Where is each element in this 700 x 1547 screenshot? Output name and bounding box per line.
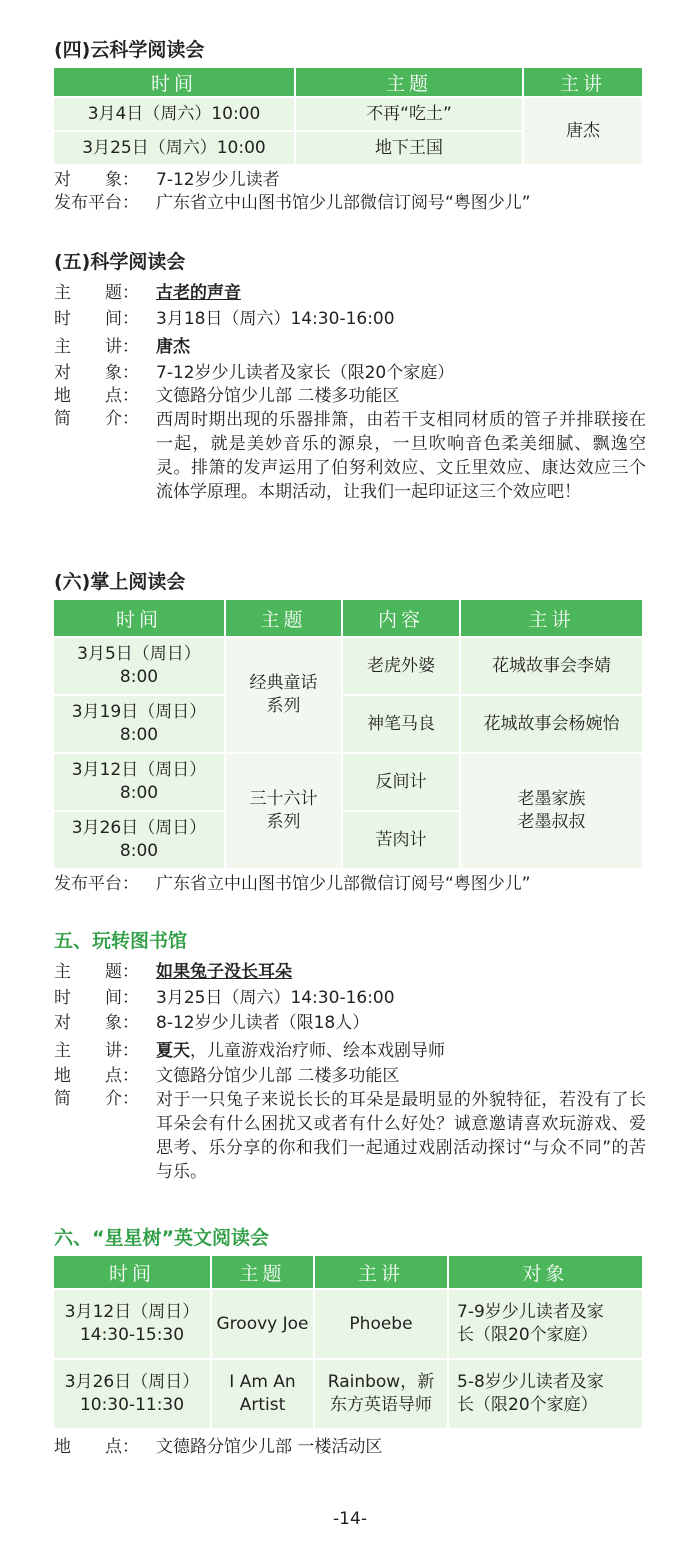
section-title: (六)掌上阅读会 <box>54 571 186 593</box>
cell-time: 3月26日（周日） 10:30-11:30 <box>54 1360 210 1428</box>
info-place: 地 点： 文德路分馆少儿部 二楼多功能区 <box>54 1066 400 1086</box>
cell-speaker: 花城故事会李婧 <box>461 638 642 694</box>
info-intro: 简 介： 对于一只兔子来说长长的耳朵是最明显的外貌特征，若没有了长耳朵会有什么困扰又或者有什么好处？诚意邀请喜欢玩游戏、爱思考、乐分享的你和我们一起通过戏剧活动探讨“与众不同”的苦与乐。 <box>54 1089 646 1182</box>
cell-time: 3月12日（周日） 14:30-15:30 <box>54 1290 210 1358</box>
header-topic: 主题 <box>296 68 522 96</box>
cell-content: 反间计 <box>343 754 459 810</box>
cell-speaker: 花城故事会杨婉怡 <box>461 696 642 752</box>
info-audience: 对 象： 8-12岁少儿读者（限18人） <box>54 1013 370 1033</box>
section-title: 五、玩转图书馆 <box>54 930 188 952</box>
info-platform: 发布平台： 广东省立中山图书馆少儿部微信订阅号“粤图少儿” <box>54 874 531 894</box>
cell-topic: Groovy Joe <box>212 1290 313 1358</box>
cell-topic: 经典童话 系列 <box>226 638 341 752</box>
cell-content: 老虎外婆 <box>343 638 459 694</box>
header-topic: 主题 <box>226 600 341 636</box>
info-speaker: 主 讲： 夏天，儿童游戏治疗师、绘本戏剧导师 <box>54 1041 445 1061</box>
info-audience: 对 象： 7-12岁少儿读者 <box>54 170 280 190</box>
info-time: 时 间： 3月18日（周六）14:30-16:00 <box>54 309 395 329</box>
section-title: (四)云科学阅读会 <box>54 39 205 61</box>
cell-time: 3月4日（周六）10:00 <box>54 98 294 130</box>
info-place: 地 点： 文德路分馆少儿部 一楼活动区 <box>54 1437 383 1457</box>
cell-time: 3月26日（周日） 8:00 <box>54 812 224 868</box>
cell-topic: 三十六计 系列 <box>226 754 341 868</box>
header-speaker: 主讲 <box>315 1256 447 1288</box>
header-content: 内容 <box>343 600 459 636</box>
cell-topic: 地下王国 <box>296 132 522 164</box>
cell-audience: 7-9岁少儿读者及家 长（限20个家庭） <box>449 1290 642 1358</box>
header-speaker: 主讲 <box>461 600 642 636</box>
info-time: 时 间： 3月25日（周六）14:30-16:00 <box>54 988 395 1008</box>
cell-time: 3月5日（周日） 8:00 <box>54 638 224 694</box>
info-platform: 发布平台： 广东省立中山图书馆少儿部微信订阅号“粤图少儿” <box>54 193 531 213</box>
cell-time: 3月12日（周日） 8:00 <box>54 754 224 810</box>
cell-speaker: 老墨家族 老墨叔叔 <box>461 754 642 868</box>
cell-topic: I Am An Artist <box>212 1360 313 1428</box>
info-topic: 主 题： 古老的声音 <box>54 283 241 303</box>
cell-topic: 不再“吃土” <box>296 98 522 130</box>
cell-content: 苦肉计 <box>343 812 459 868</box>
section-star-tree-english <box>54 1226 646 1459</box>
header-audience: 对象 <box>449 1256 642 1288</box>
header-speaker: 主讲 <box>524 68 642 96</box>
info-speaker: 主 讲： 唐杰 <box>54 337 190 357</box>
schedule-table <box>52 598 644 870</box>
info-audience: 对 象： 7-12岁少儿读者及家长（限20个家庭） <box>54 363 455 383</box>
info-place: 地 点： 文德路分馆少儿部 二楼多功能区 <box>54 386 400 406</box>
info-intro: 简 介： 西周时期出现的乐器排箫，由若干支相同材质的管子并排联接在一起，就是美妙音乐的源泉，一旦吹响音色柔美细腻、飘逸空灵。排箫的发声运用了伯努利效应、文丘里效应、康达效应三个流体学原理。本期活动，让我们一起印证这三个效应吧！ <box>54 409 646 502</box>
info-topic: 主 题： 如果兔子没长耳朵 <box>54 962 292 982</box>
section-fun-library <box>54 929 646 1184</box>
cell-speaker: Rainbow，新 东方英语导师 <box>315 1360 447 1428</box>
cell-time: 3月25日（周六）10:00 <box>54 132 294 164</box>
cell-speaker: Phoebe <box>315 1290 447 1358</box>
section-palm-reading <box>54 570 646 896</box>
schedule-table <box>52 66 644 166</box>
section-science-reading <box>54 250 646 504</box>
section-title: (五)科学阅读会 <box>54 251 186 273</box>
cell-audience: 5-8岁少儿读者及家 长（限20个家庭） <box>449 1360 642 1428</box>
header-topic: 主题 <box>212 1256 313 1288</box>
section-title: 六、“星星树”英文阅读会 <box>54 1227 269 1249</box>
header-time: 时间 <box>54 68 294 96</box>
schedule-table <box>52 1254 644 1430</box>
cell-content: 神笔马良 <box>343 696 459 752</box>
page-number: -14- <box>333 1509 367 1529</box>
cell-speaker: 唐杰 <box>524 98 642 164</box>
header-time: 时间 <box>54 600 224 636</box>
header-time: 时间 <box>54 1256 210 1288</box>
section-cloud-science <box>54 38 646 215</box>
cell-time: 3月19日（周日） 8:00 <box>54 696 224 752</box>
